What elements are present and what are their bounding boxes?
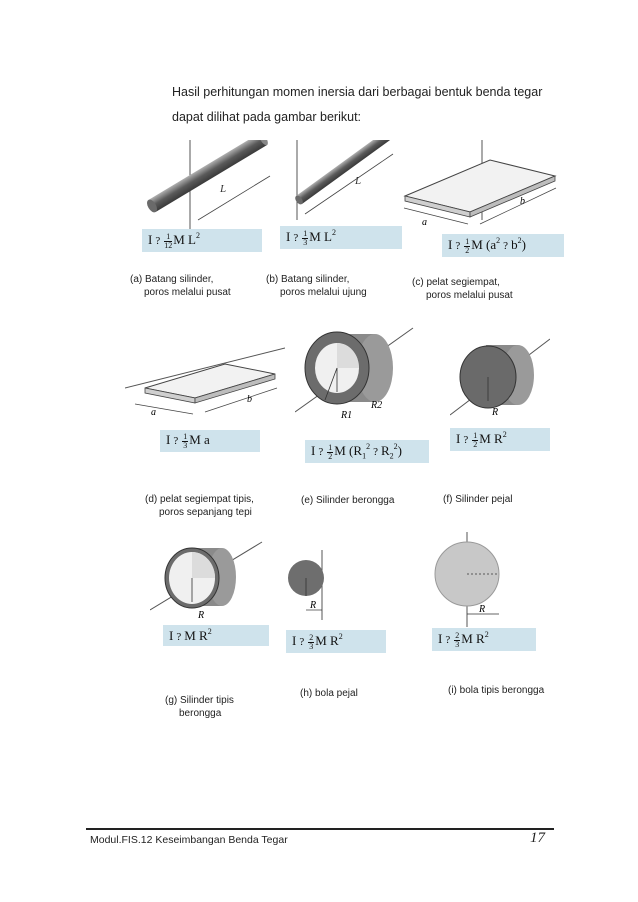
- figure-g-thin-hollow-cylinder: [150, 540, 265, 620]
- figure-d-plate-edge: [125, 340, 285, 420]
- label-r: R: [310, 600, 317, 611]
- figure-a-rod-center: [130, 140, 280, 230]
- caption-g: (g) Silinder tipis berongga: [165, 695, 234, 719]
- label-L: L: [220, 183, 227, 195]
- caption-e: (e) Silinder berongga: [301, 495, 395, 506]
- formula-h: I ? $\frac{2}{3}$ M $R^2$: [286, 630, 386, 653]
- caption-b: (b) Batang silinder, poros melalui ujung: [266, 274, 367, 298]
- label-b: b: [247, 394, 252, 405]
- label-r: R: [492, 407, 499, 418]
- figure-e-hollow-cylinder: [295, 320, 415, 430]
- formula-c: I ? $\frac{1}{2}$ M ($a^2$ ? $b^2$): [442, 234, 564, 257]
- figure-f-solid-cylinder: [450, 335, 550, 425]
- page-number: 17: [530, 830, 545, 846]
- caption-h: (h) bola pejal: [300, 688, 358, 699]
- label-b: b: [520, 196, 525, 207]
- formula-i: I ? $\frac{2}{3}$ M $R^2$: [432, 628, 536, 651]
- label-r1: R1: [341, 410, 353, 421]
- label-L: L: [355, 175, 362, 187]
- figure-h-solid-sphere: [284, 550, 374, 620]
- footer-rule: [86, 828, 554, 830]
- caption-a: (a) Batang silinder, poros melalui pusat: [130, 274, 231, 298]
- formula-d: I ? $\frac{1}{3}$ M a: [160, 430, 260, 452]
- figure-i-hollow-sphere: [425, 532, 515, 627]
- formula-e: I ? $\frac{1}{2}$ M ($R_1^2$ ? $R_2^2$): [305, 440, 429, 463]
- caption-d: (d) pelat segiempat tipis, poros sepanjang tepi: [145, 494, 254, 518]
- footer-module-title: Modul.FIS.12 Keseimbangan Benda Tegar: [90, 834, 288, 846]
- label-r2: R2: [371, 400, 383, 411]
- formula-g: I ? M $R^2$: [163, 625, 269, 646]
- intro-line-2: dapat dilihat pada gambar berikut:: [172, 110, 362, 124]
- figure-c-plate-center: [400, 140, 560, 230]
- caption-c: (c) pelat segiempat, poros melalui pusat: [412, 277, 513, 301]
- caption-f: (f) Silinder pejal: [443, 494, 513, 505]
- formula-a: I ? $\frac{1}{12}$ M $L^2$: [142, 229, 262, 252]
- caption-i: (i) bola tipis berongga: [448, 685, 545, 696]
- figure-b-rod-end: [285, 140, 400, 220]
- label-r: R: [479, 604, 486, 615]
- intro-line-1: Hasil perhitungan momen inersia dari berbagai bentuk benda tegar: [172, 85, 543, 99]
- formula-f: I ? $\frac{1}{2}$ M $R^2$: [450, 428, 550, 451]
- label-r: R: [198, 610, 205, 620]
- label-a: a: [151, 407, 156, 418]
- label-a: a: [422, 217, 427, 228]
- formula-b: I ? $\frac{1}{3}$ M $L^2$: [280, 226, 402, 249]
